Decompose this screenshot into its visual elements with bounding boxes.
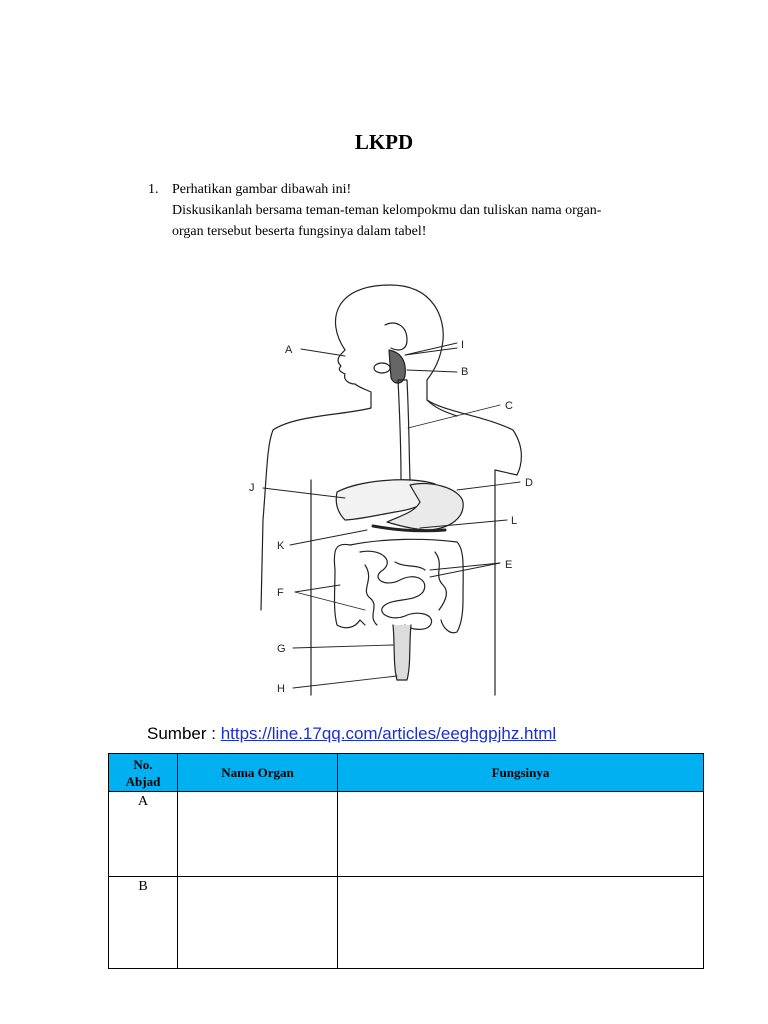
table-row	[109, 792, 704, 877]
figure-label-i: I	[461, 339, 465, 351]
table-header-row	[109, 754, 704, 792]
instruction-number: 1.	[148, 182, 159, 197]
source-link[interactable]: https://line.17qq.com/articles/eeghgpjhz.html	[220, 724, 557, 743]
esophagus	[398, 380, 410, 480]
column-header-no: No.	[133, 756, 153, 772]
small-intestine	[360, 551, 446, 629]
organ-table	[108, 753, 704, 969]
digestive-system-diagram	[195, 280, 555, 705]
organ-name-cell[interactable]	[178, 792, 338, 877]
instruction-block	[148, 179, 668, 242]
instruction-line: Perhatikan gambar dibawah ini!	[172, 182, 352, 197]
label-lines	[263, 343, 520, 688]
figure-label-l: L	[511, 515, 518, 527]
figure-label-d: D	[525, 477, 533, 489]
rectum	[393, 625, 411, 680]
source-citation	[147, 724, 556, 744]
figure-label-k: K	[277, 540, 285, 552]
source-prefix: Sumber :	[147, 724, 221, 743]
figure-label-c: C	[505, 400, 513, 412]
instruction-line: Diskusikanlah bersama teman-teman kelompokmu dan tuliskan nama organ-	[172, 203, 602, 218]
abjad-cell: B	[109, 877, 178, 969]
function-cell[interactable]	[338, 792, 704, 877]
figure-label-h: H	[277, 683, 285, 695]
figure-label-a: A	[285, 344, 293, 356]
table-row	[109, 877, 704, 969]
abjad-cell: A	[109, 792, 178, 877]
instruction-line: organ tersebut beserta fungsinya dalam tabel!	[172, 224, 427, 239]
page-title: LKPD	[354, 130, 414, 154]
figure-label-b: B	[461, 366, 469, 378]
column-header-abjad: Abjad	[125, 773, 161, 789]
figure-label-f: F	[277, 587, 284, 599]
function-cell[interactable]	[338, 877, 704, 969]
figure-label-g: G	[277, 643, 286, 655]
figure-label-e: E	[505, 559, 513, 571]
figure-label-j: J	[249, 482, 255, 494]
column-header-no-abjad	[109, 754, 178, 792]
column-header-function: Fungsinya	[338, 754, 704, 792]
column-header-organ: Nama Organ	[178, 754, 338, 792]
organ-name-cell[interactable]	[178, 877, 338, 969]
figure-labels	[249, 339, 533, 695]
oral-cavity	[374, 323, 407, 383]
